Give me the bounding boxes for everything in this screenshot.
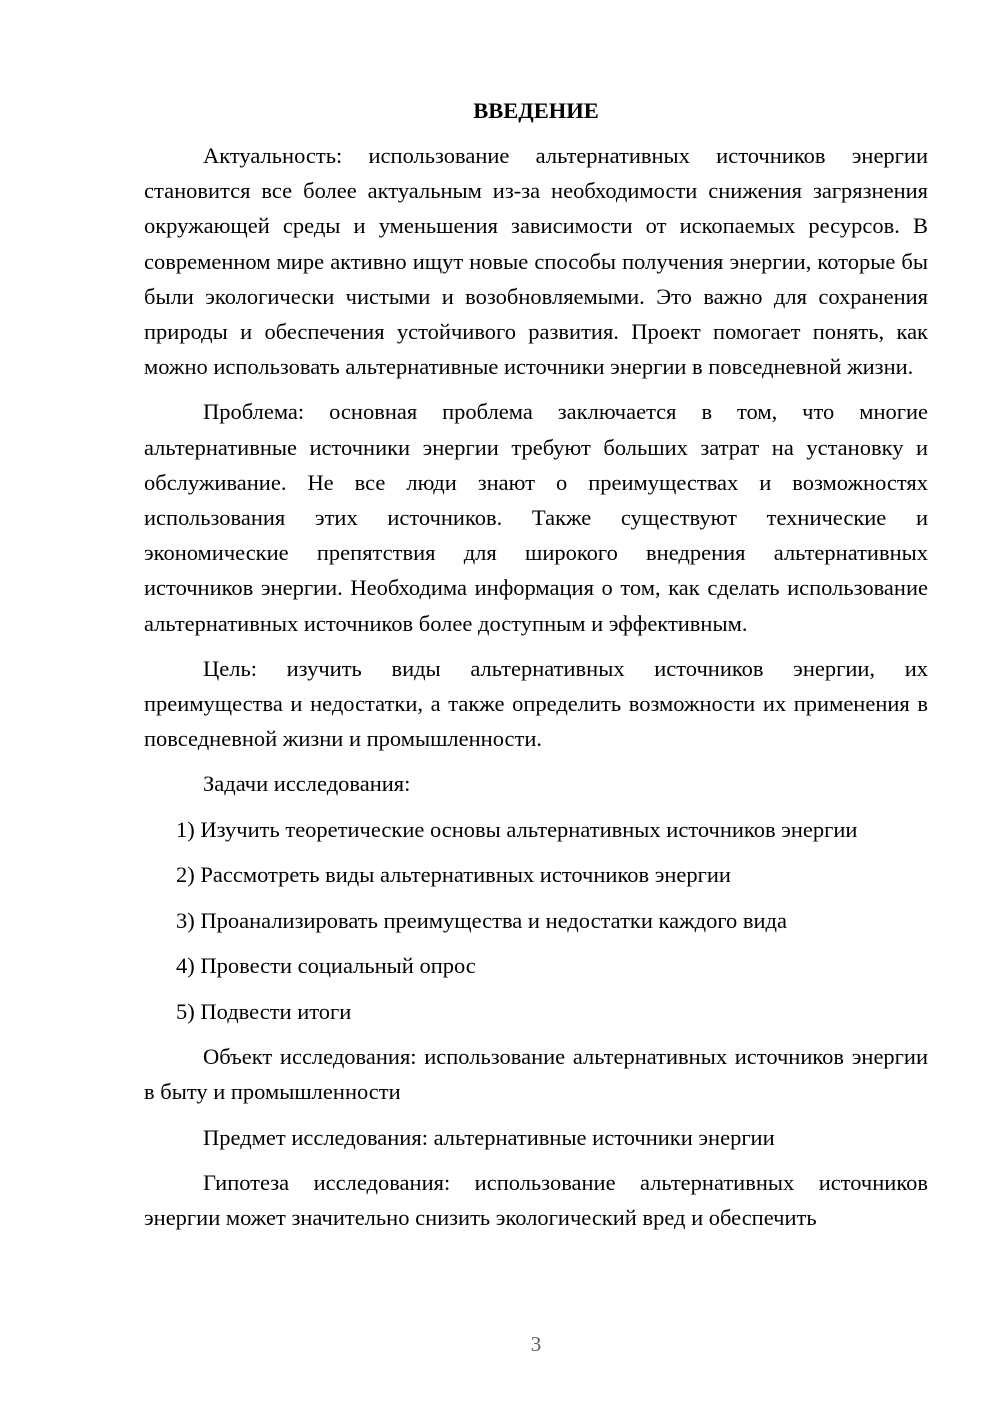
paragraph-relevance: Актуальность: использование альтернативных источников энергии становится все более актуальным из-за необходимости снижения загрязнения окружающей среды и уменьшения зависимости от ископаемых ресурсов. В современном мире активно ищут новые способы получения энергии, которые бы были экологически чистыми и возобновляемыми. Это важно для сохранения природы и обеспечения устойчивого развития. Проект помогает понять, как можно использовать альтернативные источники энергии в повседневной жизни. [144,143,928,380]
task-item-4: 4) Провести социальный опрос [176,953,476,979]
paragraph-goal: Цель: изучить виды альтернативных источников энергии, их преимущества и недостатки, а также определить возможности их применения в повседневной жизни и промышленности. [144,655,928,752]
paragraph-problem: Проблема: основная проблема заключается в том, что многие альтернативные источники энергии требуют больших затрат на установку и обслуживание. Не все люди знают о преимуществах и возможностях использования этих источников. Также существуют технические и экономические препятствия для широкого внедрения альтернативных источников энергии. Необходима информация о том, как сделать использование альтернативных источников более доступным и эффективным. [144,399,928,636]
task-item-2: 2) Рассмотреть виды альтернативных источников энергии [176,862,731,888]
paragraph-hypothesis: Гипотеза исследования: использование альтернативных источников энергии может значительно снизить экологический вред и обеспечить [144,1169,928,1230]
paragraph-subject: Предмет исследования: альтернативные источники энергии [203,1124,775,1150]
task-item-1: 1) Изучить теоретические основы альтернативных источников энергии [176,816,858,842]
page-content [144,94,928,1245]
task-item-3: 3) Проанализировать преимущества и недостатки каждого вида [176,907,787,933]
paragraph-tasks-heading: Задачи исследования: [203,771,411,797]
paragraph-object: Объект исследования: использование альтернативных источников энергии в быту и промышленности [144,1044,928,1105]
task-item-5: 5) Подвести итоги [176,998,352,1024]
page-number: 3 [530,1332,542,1356]
section-title: ВВЕДЕНИЕ [473,98,599,123]
